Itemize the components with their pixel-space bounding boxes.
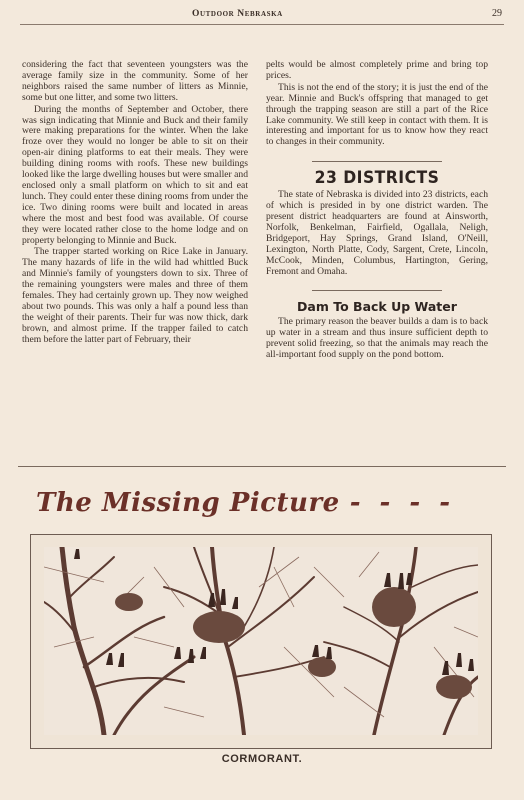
districts-paragraph: The state of Nebraska is divided into 23 districts, each of which is presided in by one district warden. The present district headquarters are found at Ainsworth, Norfolk, Benkelman, Fairfield, Ogallala, Neligh, Bridgeport, Hay Springs, Grand Island, O'Neill, Lexington, North Platte, Cody, Sargent, Crete, Lincoln, McCook, Minden, Columbus, Hartington, Gering, Fremont and Omaha. [266, 189, 488, 277]
paragraph: pelts would be almost completely prime and bring top prices. [266, 59, 488, 81]
photo-frame [30, 534, 492, 749]
cormorant-photo [44, 547, 478, 735]
photo-caption: CORMORANT. [221, 753, 303, 765]
dam-paragraph: The primary reason the beaver builds a dam is to back up water in a stream and thus insure sufficient depth to prevent solid freezing, so that the animals may reach the all-important food supply on the pond bottom. [266, 316, 488, 361]
running-title: Outdoor Nebraska [192, 9, 283, 19]
dam-headline: Dam To Back Up Water [297, 299, 457, 315]
page-header [20, 8, 504, 25]
left-column [22, 60, 248, 347]
page-divider [18, 466, 506, 467]
right-column [266, 60, 488, 362]
section-divider [312, 161, 442, 162]
page-number: 29 [492, 8, 502, 19]
paragraph: During the months of September and October, there was sign indicating that Minnie and Buck and their family were making preparations for the winter. When the lake froze over they would no longer be able to sit on their open-air dining platforms to eat their meals. They were building dining rooms with roofs. These new buildings looked like the large dwelling houses but were smaller and enclosed only a small platform on which to sit and eat lunch. They could enter these dining rooms from under the ice. Two dining rooms were built and located in areas where the most and best food was available. Of course they were located rather close to the home lodge and on property belonging to Minnie and Buck. [22, 103, 248, 246]
paragraph: The trapper started working on Rice Lake in January. The many hazards of life in the wild had whittled Buck and Minnie's family of youngsters down to six. Three of the remaining youngsters were males and three of them females. They had certainly grown up. They now weighed about two pounds. This was only a half a pound less than the weight of their parents. Their fur was now thick, dark brown, and almost prime. If the trapper failed to catch them before the latter part of February, their [22, 246, 248, 345]
missing-picture-title-text: The Missing Picture [36, 488, 340, 518]
title-dashes: - - - - [349, 488, 456, 518]
missing-picture-title [36, 488, 455, 518]
paragraph: considering the fact that seventeen youngsters was the average family size in the community. Some of her neighbors raised the same number of litters as Minnie, some but one litter, and some two litters. [22, 59, 248, 103]
section-divider [312, 290, 442, 291]
cormorant-photo-illustration [44, 547, 478, 735]
districts-headline: 23 DISTRICTS [314, 168, 440, 189]
paragraph: This is not the end of the story; it is just the end of the year. Minnie and Buck's offspring that managed to get through the trapping season are still a part of the Rice Lake community. We still keep in contact with them. It is interesting and important for us to know how they react to changes in their community. [266, 81, 488, 148]
